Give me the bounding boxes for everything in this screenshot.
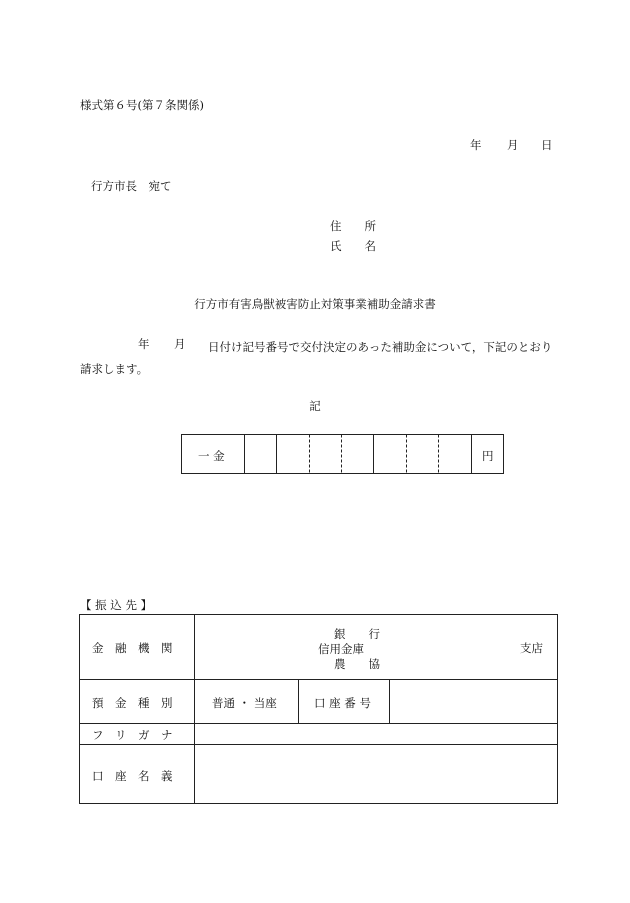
- transfer-heading: 【 振 込 先 】: [80, 598, 153, 612]
- account-name-field[interactable]: [198, 748, 553, 800]
- date-month: 月: [507, 138, 519, 152]
- date-day: 日: [541, 138, 553, 152]
- address-label: 住 所: [330, 219, 376, 233]
- deposit-type-label: 預 金 種 別: [92, 696, 173, 710]
- deposit-type-value: 普通 ・ 当座: [212, 696, 277, 710]
- ki-heading: 記: [309, 399, 321, 413]
- body-month: 月: [174, 337, 186, 351]
- document-title: 行方市有害鳥獣被害防止対策事業補助金請求書: [194, 297, 436, 311]
- account-name-label: 口 座 名 義: [92, 769, 173, 783]
- date-year: 年: [470, 138, 482, 152]
- bank-option-bank: 銀 行: [334, 627, 380, 641]
- body-year: 年: [138, 337, 150, 351]
- account-number-field[interactable]: [398, 690, 550, 716]
- institution-label: 金 融 機 関: [92, 641, 173, 655]
- branch-label: 支店: [520, 641, 543, 655]
- amount-box: [182, 435, 504, 474]
- bank-option-nokyo: 農 協: [334, 657, 380, 671]
- furigana-field[interactable]: [198, 726, 553, 742]
- addressee: 行方市長 宛て: [91, 179, 172, 193]
- furigana-label: フ リ ガ ナ: [92, 728, 173, 742]
- name-label: 氏 名: [330, 239, 376, 253]
- body-text: 日付け記号番号で交付決定のあった補助金について，下記のとおり請求します。: [80, 340, 553, 376]
- amount-unit: 円: [482, 449, 494, 463]
- account-number-label: 口 座 番 号: [314, 696, 371, 710]
- form-number: 様式第６号(第７条関係): [80, 98, 204, 112]
- bank-option-shinkin: 信用金庫: [318, 642, 364, 656]
- amount-label: 一 金: [198, 449, 225, 463]
